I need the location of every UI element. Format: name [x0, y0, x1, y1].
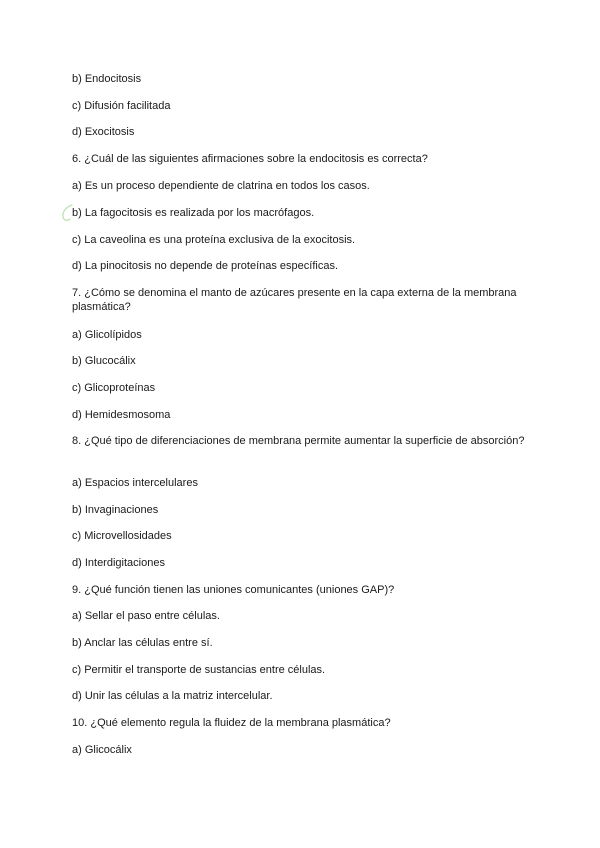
option-10a: a) Glicocálix	[72, 744, 132, 756]
option-9d: d) Unir las células a la matriz intercelular.	[72, 690, 273, 702]
option-6a: a) Es un proceso dependiente de clatrina en todos los casos.	[72, 180, 370, 192]
option-8a: a) Espacios intercelulares	[72, 477, 198, 489]
option-7a: a) Glicolípidos	[72, 329, 142, 341]
option-7b: b) Glucocálix	[72, 355, 136, 367]
question-8: 8. ¿Qué tipo de diferenciaciones de membrana permite aumentar la superficie de absorción?	[72, 435, 525, 447]
question-9: 9. ¿Qué función tienen las uniones comunicantes (uniones GAP)?	[72, 584, 395, 596]
option-5d: d) Exocitosis	[72, 126, 135, 138]
option-5b: b) Endocitosis	[72, 73, 142, 85]
option-8b: b) Invaginaciones	[72, 504, 159, 516]
option-9c: c) Permitir el transporte de sustancias entre células.	[72, 664, 326, 676]
question-7: 7. ¿Cómo se denomina el manto de azúcares presente en la capa externa de la membrana plasmática?	[72, 287, 517, 313]
question-10: 10. ¿Qué elemento regula la fluidez de la membrana plasmática?	[72, 717, 391, 729]
option-6b: b) La fagocitosis es realizada por los macrófagos.	[72, 207, 315, 219]
option-9a: a) Sellar el paso entre células.	[72, 610, 220, 622]
option-7c: c) Glicoproteínas	[72, 382, 156, 394]
option-8c: c) Microvellosidades	[72, 530, 172, 542]
option-7d: d) Hemidesmosoma	[72, 409, 171, 421]
option-9b: b) Anclar las células entre sí.	[72, 637, 213, 649]
option-6c: c) La caveolina es una proteína exclusiva de la exocitosis.	[72, 234, 356, 246]
option-6d: d) La pinocitosis no depende de proteínas específicas.	[72, 260, 339, 272]
option-5c: c) Difusión facilitada	[72, 100, 171, 112]
option-8d: d) Interdigitaciones	[72, 557, 165, 569]
question-6: 6. ¿Cuál de las siguientes afirmaciones sobre la endocitosis es correcta?	[72, 153, 428, 165]
